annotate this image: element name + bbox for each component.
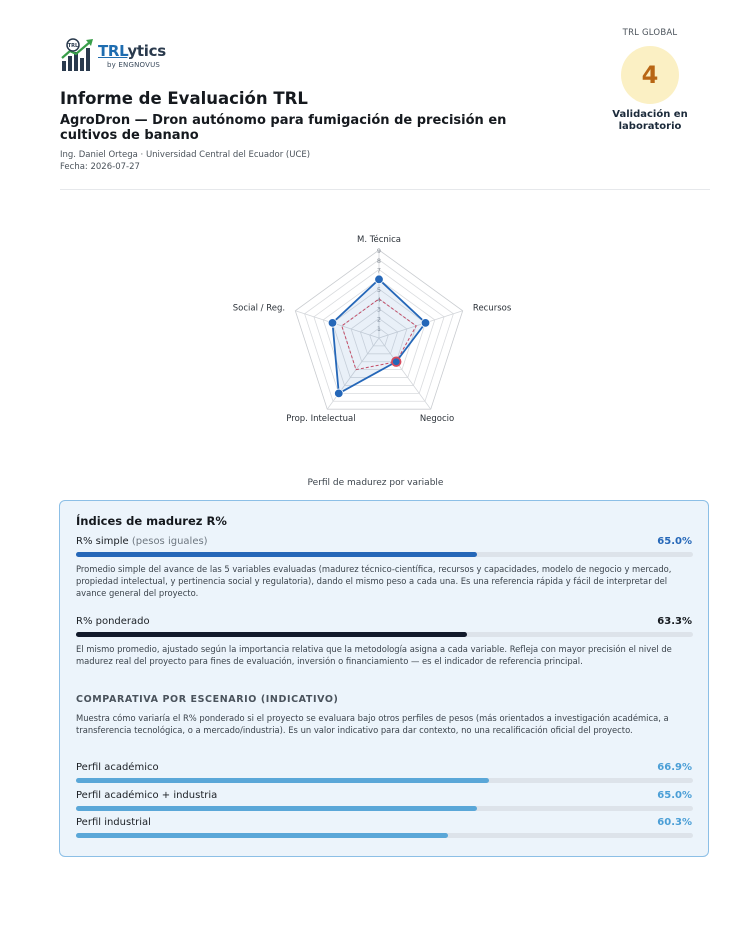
trl-global-label: TRL GLOBAL bbox=[622, 28, 678, 38]
radar-main-series bbox=[333, 279, 426, 393]
scenarios-description: Muestra cómo variaría el R% ponderado si el proyecto se evaluara bajo otros perfiles de pesos (más orientados a investigación académica, a transferencia tecnológica, o a mercado/industria). Es un valor indicativo para dar contexto, no una recalificación oficial del proyecto. bbox=[76, 713, 669, 736]
radar-axis-label: Recursos bbox=[472, 303, 512, 314]
radar-data-point bbox=[334, 389, 343, 398]
radar-data-point bbox=[392, 357, 401, 366]
svg-text:TRL: TRL bbox=[67, 43, 79, 49]
radar-data-point bbox=[421, 319, 430, 328]
brand-tagline: by ENGNOVUS bbox=[107, 61, 161, 69]
simple-index-value: 65.0% bbox=[657, 536, 692, 547]
radar-tick-label: 7 bbox=[376, 266, 382, 275]
scenario-academic-industry-fill bbox=[76, 806, 477, 811]
maturity-indices-card bbox=[59, 500, 709, 857]
scenario-industrial-value: 60.3% bbox=[657, 817, 692, 828]
trl-global-value: 4 bbox=[621, 46, 679, 104]
report-title: Informe de Evaluación TRL bbox=[60, 89, 308, 108]
weighted-index-label: R% ponderado bbox=[76, 616, 150, 627]
scenarios-heading: COMPARATIVA POR ESCENARIO (INDICATIVO) bbox=[76, 694, 339, 705]
logo-mark-icon bbox=[60, 36, 100, 74]
trl-global-badge bbox=[602, 28, 698, 133]
scenario-industrial-fill bbox=[76, 833, 448, 838]
radar-tick-label: 9 bbox=[376, 247, 382, 255]
simple-index-description: Promedio simple del avance de las 5 variables evaluadas (madurez técnico-científica, recursos y capacidades, modelo de negocio y mercado, propiedad intelectual, y pertinencia social y regulatoria), dando el mismo peso a cada una. Es una referencia rápida y fácil de interpretar del avance general del proyecto. bbox=[76, 564, 672, 599]
radar-axis-label: Social / Reg. bbox=[232, 303, 286, 314]
radar-axis-label: M. Técnica bbox=[356, 235, 402, 246]
trl-global-stage: Validación en laboratorio bbox=[612, 109, 688, 132]
scenario-academic-bar bbox=[76, 778, 693, 783]
simple-index-bar bbox=[76, 552, 693, 557]
radar-axis-label: Negocio bbox=[419, 413, 455, 424]
author-line: Ing. Daniel Ortega · Universidad Central del Ecuador (UCE) bbox=[60, 150, 311, 160]
weighted-index-value: 63.3% bbox=[657, 616, 692, 627]
radar-axis-label: Prop. Intelectual bbox=[286, 413, 356, 424]
weighted-index-bar bbox=[76, 632, 693, 637]
scenario-academic-industry-value: 65.0% bbox=[657, 790, 692, 801]
radar-caption: Perfil de madurez por variable bbox=[307, 478, 444, 488]
radar-tick-label: 8 bbox=[376, 256, 382, 265]
simple-index-fill bbox=[76, 552, 477, 557]
scenario-academic-label: Perfil académico bbox=[76, 762, 159, 773]
weighted-index-fill bbox=[76, 632, 467, 637]
radar-data-point bbox=[328, 319, 337, 328]
header-divider bbox=[60, 189, 710, 190]
brand-logo bbox=[60, 36, 190, 74]
scenario-academic-value: 66.9% bbox=[657, 762, 692, 773]
indices-title: Índices de madurez R% bbox=[76, 514, 227, 528]
simple-index-label: R% simple (pesos iguales) bbox=[76, 536, 208, 547]
radar-data-point bbox=[375, 275, 384, 284]
brand-name: TRLytics bbox=[98, 42, 166, 60]
date-line: Fecha: 2026-07-27 bbox=[60, 162, 140, 172]
maturity-radar-chart bbox=[0, 210, 751, 475]
scenario-industrial-bar bbox=[76, 833, 693, 838]
project-title: AgroDron — Dron autónomo para fumigación de precisión en cultivos de banano bbox=[60, 113, 507, 143]
scenario-academic-fill bbox=[76, 778, 489, 783]
scenario-academic-industry-label: Perfil académico + industria bbox=[76, 790, 218, 801]
scenario-academic-industry-bar bbox=[76, 806, 693, 811]
weighted-index-description: El mismo promedio, ajustado según la importancia relativa que la metodología asigna a cada variable. Refleja con mayor precisión el nivel de madurez real del proyecto para fines de evaluación, inversión o financiamiento — es el indicador de referencia principal. bbox=[76, 644, 672, 667]
scenario-industrial-label: Perfil industrial bbox=[76, 817, 151, 828]
